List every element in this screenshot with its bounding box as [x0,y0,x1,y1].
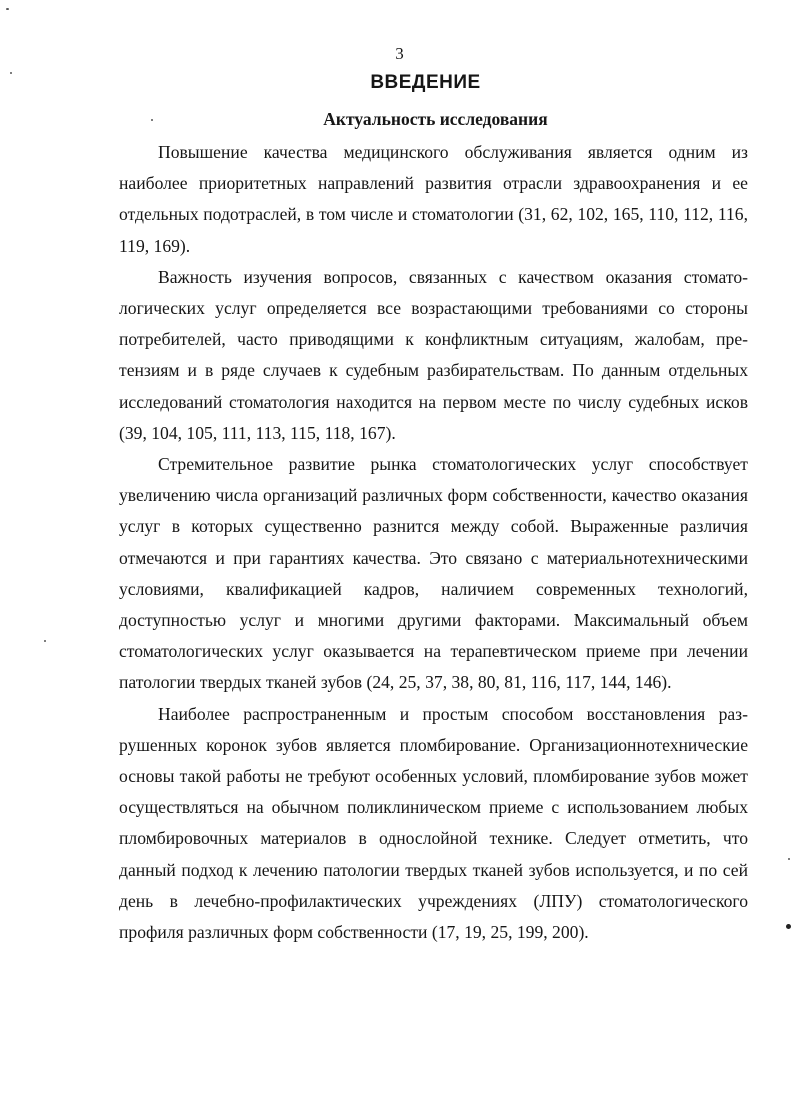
scan-speck [788,858,790,860]
scan-speck [10,72,12,74]
page-title: ВВЕДЕНИЕ [370,72,481,93]
page-number: 3 [395,44,404,63]
paragraph-2: Важность изучения вопросов, связанных с качеством оказания стоматологических услуг определяется все возрастающими требованиями со стороны потребителей, часто приводящими к конфликтным ситуациям, жалобам, претензиям и в ряде случаев к судебным разбирательствам. По данным отдельных исследований стоматология находится на первом месте по числу судебных исков (39, 104, 105, 111, 113, 115, 118, 167). [119,266,748,443]
section-subtitle: Актуальность исследования [323,109,548,129]
scan-speck [6,8,9,10]
scan-speck [44,640,46,642]
body-text [119,137,748,948]
paragraph-1: Повышение качества медицинского обслуживания является одним из наиболее приоритетных направлений развития отрасли здравоохранения и ее отдельных подотраслей, в том числе и стоматологии (31, 62, 102, 165, 110, 112, 116, 119, 169). [119,142,748,256]
paragraph-4: Наиболее распространенным и простым способом восстановления разрушенных коронок зубов является пломбирование. Организационнотехнические основы такой работы не требуют особенных условий, пломбирование зубов может осуществляться на обычном поликлиническом приеме с использованием любых пломбировочных материалов в однослойной технике. Следует отметить, что данный подход к лечению патологии твердых тканей зубов используется, и по сей день в лечебно-профилактических учреждениях (ЛПУ) стоматологического профиля различных форм собственности (17, 19, 25, 199, 200). [119,703,748,943]
scan-speck [151,119,153,121]
scan-speck [786,924,791,929]
paragraph-3: Стремительное развитие рынка стоматологических услуг способствует увеличению числа организаций различных форм собственности, качество оказания услуг в которых существенно разнится между собой. Выраженные различия отмечаются и при гарантиях качества. Это связано с материальнотехническими условиями, квалификацией кадров, наличием современных технологий, доступностью услуг и многими другими факторами. Максимальный объем стоматологических услуг оказывается на терапевтическом приеме при лечении патологии твердых тканей зубов (24, 25, 37, 38, 80, 81, 116, 117, 144, 146). [119,454,748,693]
